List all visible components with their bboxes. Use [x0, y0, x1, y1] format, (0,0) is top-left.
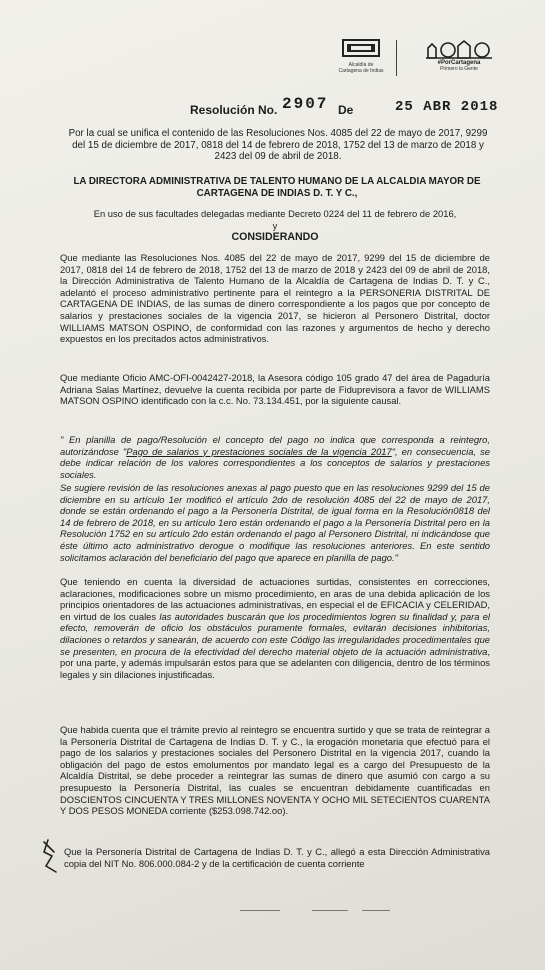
- alcaldia-logo: [330, 38, 392, 80]
- resolution-de: De: [338, 103, 354, 117]
- quote-1-start: " En planilla de pago/Resolución el concepto del pago no indica que corresponda a reintegro, autorizándose ": [60, 434, 490, 457]
- paragraph-3-end: , por una parte, y además impulsarán estos para que se adelanten con diligencia, dentro de los términos legales y sin dilaciones injustificadas.: [60, 645, 490, 680]
- footer-line-mid: [312, 910, 348, 911]
- hashtag-text: #PorCartagena: [437, 60, 481, 66]
- considering-title: CONSIDERANDO: [231, 231, 319, 243]
- paragraph-2: Que mediante Oficio AMC-OFI-0042427-2018, la Asesora código 105 grado 47 del área de Pagaduría Adriana Salas Martínez, devuelve la cuenta recibida por parte de Fiduprevisora a favor de WILLIAMS MATSON OSPINO identificado con la c.c. No. 73.134.451, por la siguiente causal.: [60, 372, 490, 407]
- alcaldia-seal-icon: [341, 38, 381, 62]
- resolution-line: [190, 95, 520, 121]
- paragraph-3-italic: las autoridades buscarán que los procedimientos logren su finalidad y, para el efecto, removerán de oficio los obstáculos puramente formales, evitarán decisiones inhibitorias, dilaciones o retardos y sanearán, de acuerdo con este Código las irregularidades procedimentales que se presenten, en procura de la efectividad del derecho material objeto de la actuación administrativa: [60, 610, 491, 657]
- resolution-number: 2907: [282, 95, 329, 113]
- quote-2: Se sugiere revisión de las resoluciones anexas al pago puesto que en las resoluciones 9299 del 15 de diciembre en su artículo 1er modificó el artículo 2do de resolución 4085 del 22 de mayo de 2017, donde se están ordenando el pago a la Personería Distrital, de igual forma en la Resolución0818 del 14 de febrero de 2018, en su artículo 1ero están ordenando el pago a la Personería Distrital pero en la Resolución 1752 en su artículo 2do están ordenando el pago al Personero Distrital, ni indicándose que éste último acto administrativo derogue o modifique las resoluciones anteriores. En este sentido solicitamos aclaración del beneficiario del pago que aparece en planilla de pago.": [60, 482, 490, 563]
- paragraph-1: Que mediante las Resoluciones Nos. 4085 del 22 de mayo de 2017, 9299 del 15 de diciembre de 2017, 0818 del 14 de febrero de 2018, 1752 del 13 de marzo de 2018 y 2423 del 09 de abril de 2018, la Dirección Administrativa de Talento Humano de la Alcaldía de Cartagena de Indias D. T. y C., adelantó el proceso administrativo pertinente para el reintegro a la PERSONERIA DISTRITAL DE CARTAGENA DE INDIAS, de las sumas de dinero correspondiente a los pagos que por concepto de salarios y prestaciones sociales de la vigencia 2017, se hicieron al Personero Distrital, doctor WILLIAMS MATSON OSPINO, de conformidad con las razones y argumentos de hecho y derecho expuestos en los precitados actos administrativos.: [60, 252, 490, 345]
- delegated-powers: En uso de sus facultades delegadas mediante Decreto 0224 del 11 de febrero de 2016,: [93, 208, 457, 219]
- paragraph-3: [60, 576, 490, 680]
- paragraph-5: Que la Personería Distrital de Cartagena de Indias D. T. y C., allegó a esta Dirección Administrativa copia del NIT No. 806.000.084-2 y de la certificación de cuenta corriente: [64, 846, 490, 869]
- quote-1: [60, 434, 490, 480]
- handwritten-mark-icon: [40, 838, 64, 874]
- footer-line-right: [362, 910, 390, 911]
- quote-1-end: ", en consecuencia, se debe indicar relación de los valores correspondientes a los conceptos de salarios y prestaciones sociales.: [60, 445, 490, 480]
- hashtag-subtext: Primero la Gente: [440, 66, 478, 72]
- paragraph-4: Que habida cuenta que el trámite previo al reintegro se encuentra surtido y que se trata de reintegrar a la Personería Distrital de Cartagena de Indias D. T. y C., la erogación monetaria que efectuó para el pago de los salarios y prestaciones sociales del Personero Distrital en la vigencia 2017, cuando la obligación del pago de estos emolumentos por mandato legal es a cargo del Presupuesto de la Alcaldía Distrital, se debe proceder a reintegrar las sumas de dinero que asumió con cargo a su presupuesto la Personería Distrital, las cuales se encuentran debidamente cuantificadas en DOSCIENTOS CINCUENTA Y TRES MILLONES NOVENTA Y OCHO MIL SETECIENTOS CUARENTA Y DOS PESOS MONEDA corriente ($253.098.742.oo).: [60, 724, 490, 817]
- quote-1-underlined: Pago de salarios y prestaciones sociales de la vigencia 2017: [126, 445, 392, 457]
- city-skyline-icon: [424, 38, 494, 60]
- footer-line-left: [240, 910, 280, 911]
- porcartagena-logo: [404, 38, 514, 80]
- logo-divider: [396, 40, 397, 76]
- resolution-date: 25 ABR 2018: [395, 99, 499, 115]
- alcaldia-line2: Cartagena de Indias: [338, 68, 384, 74]
- header-logos: [330, 38, 515, 80]
- authority: LA DIRECTORA ADMINISTRATIVA DE TALENTO HUMANO DE LA ALCALDIA MAYOR DE CARTAGENA DE INDIAS D. T. Y C.,: [73, 176, 481, 199]
- resolution-label: Resolución No.: [190, 103, 278, 117]
- paragraph-3-start: Que teniendo en cuenta la diversidad de actuaciones surtidas, consistentes en correcciones, aclaraciones, modificaciones sobre un mismo procedimiento, en aras de una debida aplicación de los principios orientadores de las actuaciones administrativas, en especial el de EFICACIA y CELERIDAD, en virtud de los cuales: [60, 576, 490, 622]
- subject: Por la cual se unifica el contenido de las Resoluciones Nos. 4085 del 22 de mayo de 2017, 9299 del 15 de diciembre de 2017, 0818 del 14 de febrero de 2018, 1752 del 13 de marzo de 2018 y 2423 del 09 de abril de 2018.: [68, 128, 488, 163]
- and-word: y: [272, 221, 278, 231]
- alcaldia-line1: Alcaldía de: [348, 62, 374, 68]
